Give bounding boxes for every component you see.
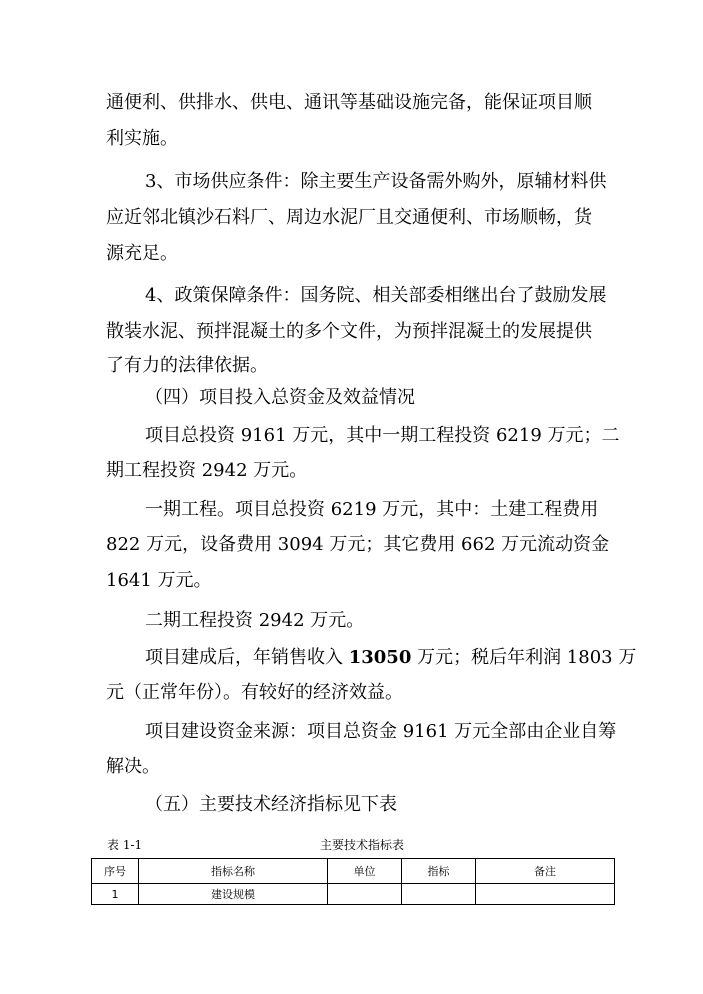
header-indicator: 指标 (402, 859, 476, 884)
table-label: 表 1-1 (107, 838, 143, 852)
paragraph-line: 二期工程投资 2942 万元。 (145, 610, 365, 631)
header-remark: 备注 (476, 859, 615, 884)
header-unit: 单位 (328, 859, 402, 884)
cell-remark (476, 884, 615, 905)
paragraph-line: 项目建设资金来源：项目总资金 9161 万元全部由企业自筹 (145, 721, 617, 742)
paragraph-line: 4、政策保障条件：国务院、相关部委相继出台了鼓励发展 (145, 285, 607, 306)
cell-unit (328, 884, 402, 905)
cell-index: 1 (92, 884, 139, 905)
paragraph-line: 3、市场供应条件：除主要生产设备需外购外，原辅材料供 (145, 171, 607, 192)
cell-indicator (402, 884, 476, 905)
paragraph-line-revenue (145, 646, 636, 670)
revenue-value: 13050 (348, 647, 412, 668)
paragraph-line: 利实施。 (106, 128, 178, 149)
paragraph-line: 通便利、供排水、供电、通讯等基础设施完备，能保证项目顺 (106, 92, 592, 113)
header-index: 序号 (92, 859, 139, 884)
section-heading-4: （四）项目投入总资金及效益情况 (145, 387, 415, 408)
paragraph-line: 应近邻北镇沙石料厂、周边水泥厂且交通便利、市场顺畅，货 (106, 207, 592, 228)
paragraph-line: 元（正常年份）。有较好的经济效益。 (106, 682, 403, 703)
cell-indicator-name: 建设规模 (139, 884, 328, 905)
paragraph-line: 了有力的法律依据。 (106, 355, 268, 376)
table-row (92, 884, 615, 905)
table-header-row (92, 859, 615, 884)
tech-indicator-table (91, 858, 615, 905)
text-segment: 万元；税后年利润 1803 万 (411, 647, 637, 668)
table-title: 主要技术指标表 (319, 838, 404, 852)
text-segment: 项目建成后，年销售收入 (145, 647, 349, 668)
header-indicator-name: 指标名称 (139, 859, 328, 884)
paragraph-line: 源充足。 (106, 243, 178, 264)
paragraph-line: 期工程投资 2942 万元。 (106, 460, 308, 481)
paragraph-line: 一期工程。项目总投资 6219 万元，其中：土建工程费用 (145, 499, 599, 520)
paragraph-line: 项目总投资 9161 万元，其中一期工程投资 6219 万元；二 (145, 425, 620, 446)
paragraph-line: 822 万元，设备费用 3094 万元；其它费用 662 万元流动资金 (106, 534, 610, 555)
section-heading-5: （五）主要技术经济指标见下表 (145, 794, 397, 815)
paragraph-line: 解决。 (106, 756, 160, 777)
paragraph-line: 散装水泥、预拌混凝土的多个文件，为预拌混凝土的发展提供 (106, 321, 592, 342)
paragraph-line: 1641 万元。 (106, 570, 212, 591)
